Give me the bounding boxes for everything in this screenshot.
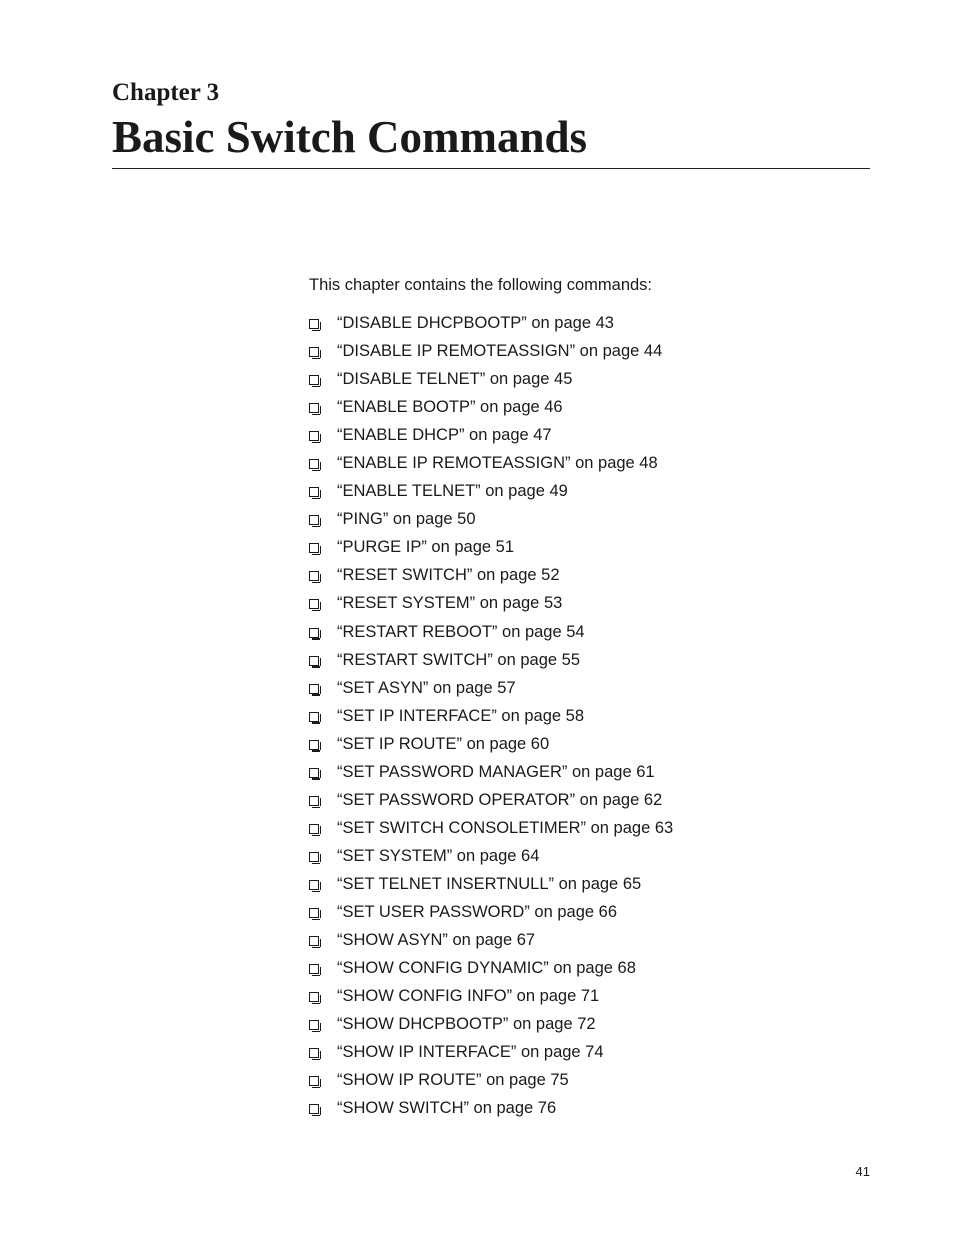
- command-list-item: [309, 452, 673, 480]
- command-list-item: [309, 368, 673, 396]
- command-link[interactable]: “RESET SWITCH” on page 52: [337, 566, 560, 585]
- command-list-item: [309, 677, 673, 705]
- command-link[interactable]: “SHOW ASYN” on page 67: [337, 931, 536, 950]
- checkbox-bullet-icon: [309, 459, 319, 469]
- checkbox-bullet-icon: [309, 571, 319, 581]
- checkbox-bullet-icon: [309, 1020, 319, 1030]
- command-list-item: [309, 845, 673, 873]
- command-link[interactable]: “SHOW SWITCH” on page 76: [337, 1099, 557, 1118]
- command-list: [309, 312, 673, 1125]
- command-link[interactable]: “SHOW CONFIG INFO” on page 71: [337, 987, 600, 1006]
- checkbox-bullet-icon: [309, 852, 319, 862]
- checkbox-bullet-icon: [309, 656, 319, 666]
- checkbox-bullet-icon: [309, 515, 319, 525]
- command-link[interactable]: “ENABLE BOOTP” on page 46: [337, 398, 563, 417]
- checkbox-bullet-icon: [309, 1048, 319, 1058]
- command-list-item: [309, 340, 673, 368]
- command-list-item: [309, 929, 673, 957]
- command-link[interactable]: “ENABLE DHCP” on page 47: [337, 426, 552, 445]
- checkbox-bullet-icon: [309, 431, 319, 441]
- command-link[interactable]: “PING” on page 50: [337, 510, 476, 529]
- checkbox-bullet-icon: [309, 740, 319, 750]
- command-list-item: [309, 1041, 673, 1069]
- command-list-item: [309, 649, 673, 677]
- command-list-item: [309, 592, 673, 620]
- checkbox-bullet-icon: [309, 908, 319, 918]
- command-list-item: [309, 424, 673, 452]
- command-list-item: [309, 621, 673, 649]
- command-link[interactable]: “SHOW IP INTERFACE” on page 74: [337, 1043, 604, 1062]
- command-link[interactable]: “SHOW IP ROUTE” on page 75: [337, 1071, 569, 1090]
- checkbox-bullet-icon: [309, 543, 319, 553]
- checkbox-bullet-icon: [309, 880, 319, 890]
- command-list-item: [309, 480, 673, 508]
- command-list-item: [309, 1069, 673, 1097]
- command-link[interactable]: “SET PASSWORD OPERATOR” on page 62: [337, 790, 663, 809]
- command-list-item: [309, 873, 673, 901]
- command-link[interactable]: “SET IP INTERFACE” on page 58: [337, 706, 585, 725]
- command-list-item: [309, 564, 673, 592]
- command-link[interactable]: “DISABLE IP REMOTEASSIGN” on page 44: [337, 342, 663, 361]
- checkbox-bullet-icon: [309, 936, 319, 946]
- command-link[interactable]: “ENABLE IP REMOTEASSIGN” on page 48: [337, 454, 658, 473]
- command-list-item: [309, 789, 673, 817]
- command-link[interactable]: “DISABLE TELNET” on page 45: [337, 370, 573, 389]
- checkbox-bullet-icon: [309, 1076, 319, 1086]
- command-link[interactable]: “SET SWITCH CONSOLETIMER” on page 63: [337, 818, 674, 837]
- command-list-item: [309, 1013, 673, 1041]
- command-list-item: [309, 761, 673, 789]
- command-list-item: [309, 508, 673, 536]
- command-link[interactable]: “SHOW DHCPBOOTP” on page 72: [337, 1015, 596, 1034]
- command-link[interactable]: “SET ASYN” on page 57: [337, 678, 516, 697]
- chapter-title: Basic Switch Commands: [112, 112, 588, 162]
- command-link[interactable]: “SET TELNET INSERTNULL” on page 65: [337, 874, 642, 893]
- command-list-item: [309, 985, 673, 1013]
- command-link[interactable]: “PURGE IP” on page 51: [337, 538, 515, 557]
- checkbox-bullet-icon: [309, 768, 319, 778]
- command-list-item: [309, 705, 673, 733]
- checkbox-bullet-icon: [309, 684, 319, 694]
- checkbox-bullet-icon: [309, 964, 319, 974]
- command-link[interactable]: “RESTART SWITCH” on page 55: [337, 650, 580, 669]
- checkbox-bullet-icon: [309, 712, 319, 722]
- chapter-label: Chapter 3: [112, 79, 220, 106]
- checkbox-bullet-icon: [309, 487, 319, 497]
- command-list-item: [309, 733, 673, 761]
- command-link[interactable]: “RESET SYSTEM” on page 53: [337, 594, 563, 613]
- command-list-item: [309, 536, 673, 564]
- checkbox-bullet-icon: [309, 375, 319, 385]
- checkbox-bullet-icon: [309, 796, 319, 806]
- command-list-item: [309, 312, 673, 340]
- checkbox-bullet-icon: [309, 599, 319, 609]
- title-divider: [112, 168, 870, 169]
- command-list-item: [309, 957, 673, 985]
- command-list-item: [309, 1097, 673, 1125]
- command-link[interactable]: “SET USER PASSWORD” on page 66: [337, 902, 617, 921]
- page-number: 41: [855, 1164, 870, 1179]
- command-link[interactable]: “SHOW CONFIG DYNAMIC” on page 68: [337, 959, 636, 978]
- checkbox-bullet-icon: [309, 319, 319, 329]
- checkbox-bullet-icon: [309, 1104, 319, 1114]
- checkbox-bullet-icon: [309, 824, 319, 834]
- checkbox-bullet-icon: [309, 628, 319, 638]
- command-link[interactable]: “SET SYSTEM” on page 64: [337, 846, 540, 865]
- command-list-item: [309, 901, 673, 929]
- intro-text: This chapter contains the following commands:: [309, 276, 653, 294]
- command-link[interactable]: “SET IP ROUTE” on page 60: [337, 734, 550, 753]
- command-list-item: [309, 396, 673, 424]
- command-link[interactable]: “DISABLE DHCPBOOTP” on page 43: [337, 314, 614, 332]
- command-link[interactable]: “ENABLE TELNET” on page 49: [337, 482, 568, 501]
- command-link[interactable]: “RESTART REBOOT” on page 54: [337, 622, 585, 641]
- checkbox-bullet-icon: [309, 403, 319, 413]
- checkbox-bullet-icon: [309, 347, 319, 357]
- checkbox-bullet-icon: [309, 992, 319, 1002]
- command-link[interactable]: “SET PASSWORD MANAGER” on page 61: [337, 762, 655, 781]
- command-list-item: [309, 817, 673, 845]
